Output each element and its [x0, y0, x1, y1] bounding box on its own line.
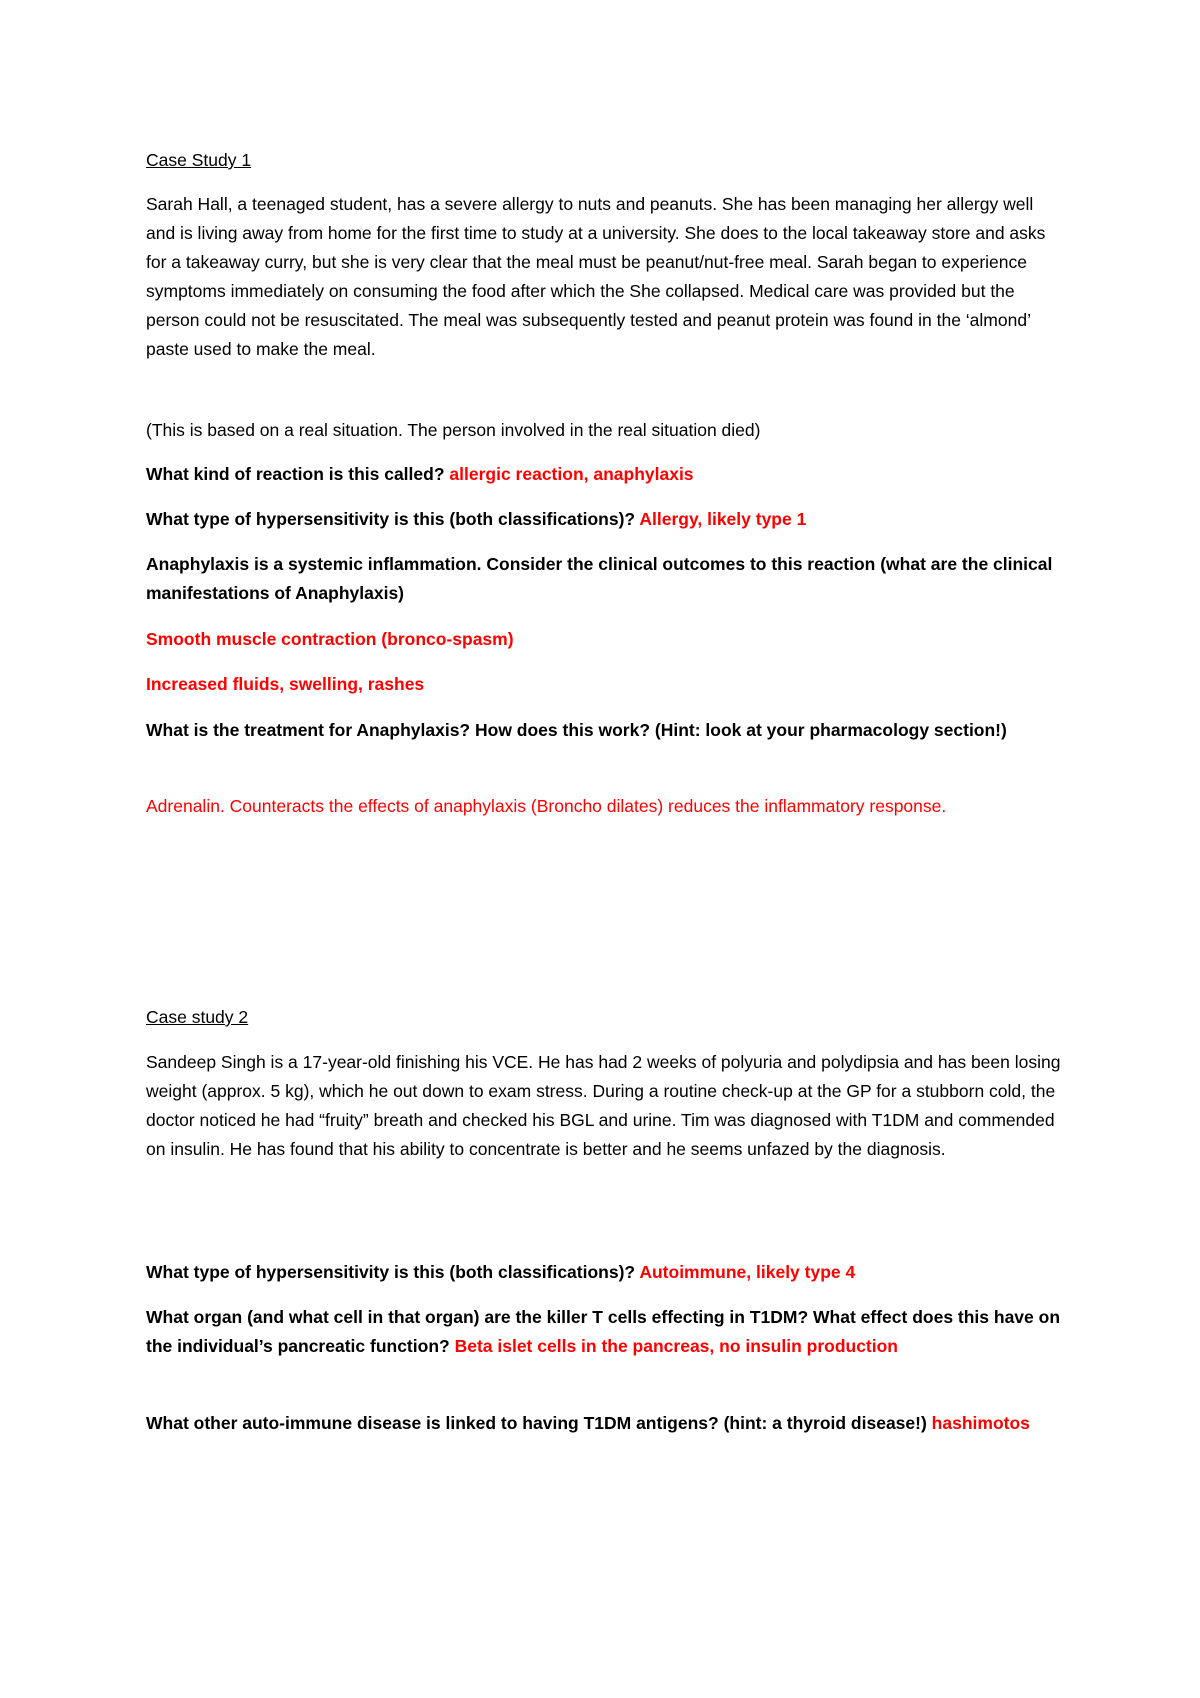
answer-text: hashimotos	[931, 1413, 1030, 1433]
question-text: What type of hypersensitivity is this (both classifications)?	[146, 1262, 636, 1282]
question-text: What kind of reaction is this called?	[146, 464, 445, 484]
case1-question-4: What is the treatment for Anaphylaxis? How does this work? (Hint: look at your pharmacology section!)	[146, 720, 1007, 740]
case1-answer-3-line-1: Smooth muscle contraction (bronco-spasm)	[146, 629, 514, 649]
answer-text: Allergy, likely type 1	[639, 509, 807, 529]
case1-note: (This is based on a real situation. The person involved in the real situation died)	[146, 420, 761, 440]
question-text: What organ (and what cell in that organ) are the killer T cells effecting in T1DM? What effect does this have on the individual’s pancreatic function?	[146, 1307, 1061, 1356]
case1-answer-3-line-2: Increased fluids, swelling, rashes	[146, 674, 425, 694]
case1-question-1	[146, 460, 1066, 489]
case2-question-1	[146, 1258, 1066, 1287]
case1-title: Case Study 1	[146, 150, 252, 170]
case1-question-2	[146, 505, 1066, 534]
answer-text: Autoimmune, likely type 4	[639, 1262, 856, 1282]
case2-title: Case study 2	[146, 1007, 249, 1027]
case1-question-3: Anaphylaxis is a systemic inflammation. Consider the clinical outcomes to this reaction (what are the clinical manifestations of Anaphylaxis)	[146, 554, 1053, 603]
case2-question-2	[146, 1303, 1066, 1361]
case2-paragraph: Sandeep Singh is a 17-year-old finishing his VCE. He has had 2 weeks of polyuria and polydipsia and has been losing weight (approx. 5 kg), which he out down to exam stress. During a routine check-up at the GP for a stubborn cold, the doctor noticed he had “fruity” breath and checked his BGL and urine. Tim was diagnosed with T1DM and commended on insulin. He has found that his ability to concentrate is better and he seems unfazed by the diagnosis.	[146, 1052, 1061, 1159]
answer-text: Beta islet cells in the pancreas, no insulin production	[454, 1336, 898, 1356]
case2-question-3	[146, 1409, 1066, 1438]
answer-text: allergic reaction, anaphylaxis	[449, 464, 694, 484]
question-text: What other auto-immune disease is linked to having T1DM antigens? (hint: a thyroid disease!)	[146, 1413, 927, 1433]
case1-paragraph: Sarah Hall, a teenaged student, has a severe allergy to nuts and peanuts. She has been managing her allergy well and is living away from home for the first time to study at a university. She does to the local takeaway store and asks for a takeaway curry, but she is very clear that the meal must be peanut/nut-free meal. Sarah began to experience symptoms immediately on consuming the food after which the She collapsed. Medical care was provided but the person could not be resuscitated. The meal was subsequently tested and peanut protein was found in the ‘almond’ paste used to make the meal.	[146, 194, 1046, 359]
question-text: What type of hypersensitivity is this (both classifications)?	[146, 509, 636, 529]
case1-answer-4: Adrenalin. Counteracts the effects of anaphylaxis (Broncho dilates) reduces the inflammatory response.	[146, 796, 947, 816]
